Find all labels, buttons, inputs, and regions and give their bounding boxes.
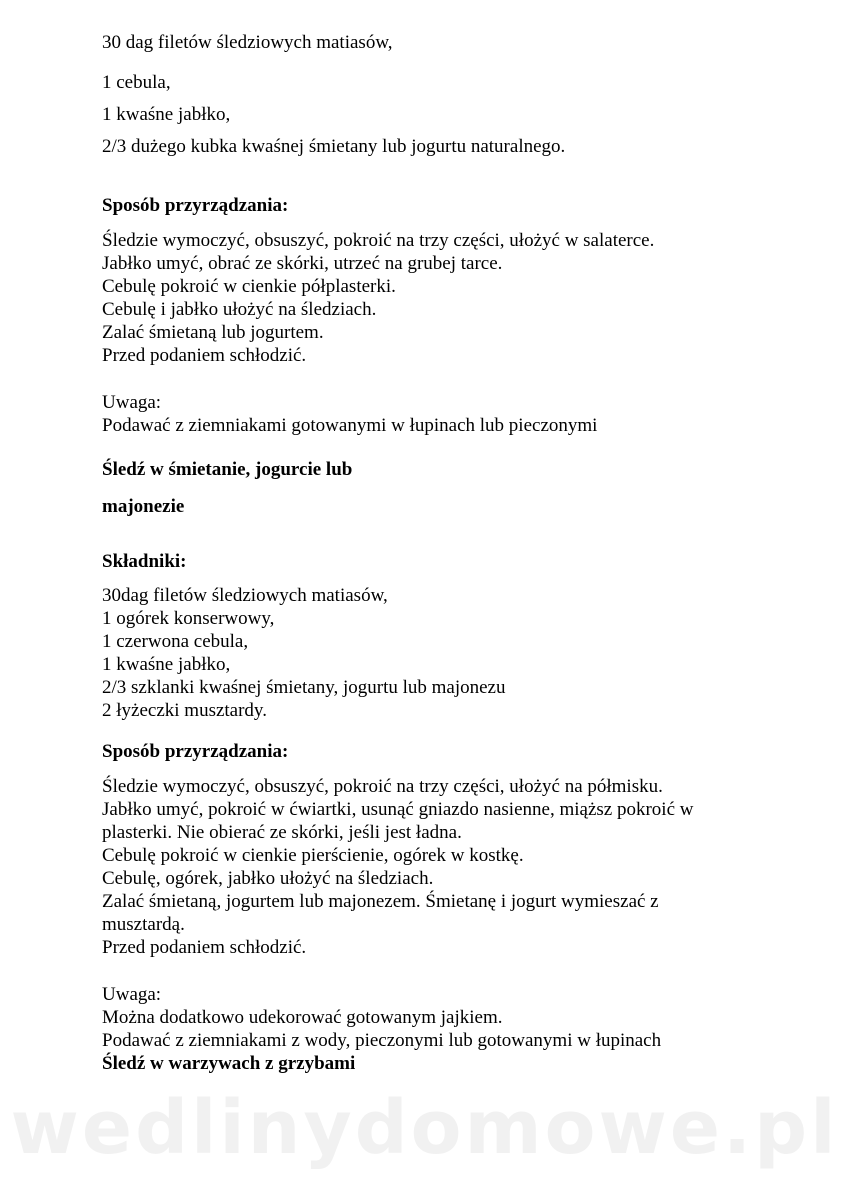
ingredient-line: 2/3 dużego kubka kwaśnej śmietany lub jogurtu naturalnego. — [102, 136, 566, 157]
note-line: Podawać z ziemniakami z wody, pieczonymi lub gotowanymi w łupinach — [102, 1030, 662, 1051]
method-line: Przed podaniem schłodzić. — [102, 937, 307, 958]
method-line: Zalać śmietaną lub jogurtem. — [102, 322, 324, 343]
method-line: Cebulę pokroić w cienkie pierścienie, ogórek w kostkę. — [102, 845, 524, 866]
method-line: Jabłko umyć, pokroić w ćwiartki, usunąć gniazdo nasienne, miąższ pokroić w — [102, 799, 694, 820]
note-line: Podawać z ziemniakami gotowanymi w łupinach lub pieczonymi — [102, 415, 598, 436]
method-line: Cebulę, ogórek, jabłko ułożyć na śledziach. — [102, 868, 434, 889]
method-line: Cebulę pokroić w cienkie półplasterki. — [102, 276, 396, 297]
method-line: Cebulę i jabłko ułożyć na śledziach. — [102, 299, 377, 320]
recipe-title: Śledź w warzywach z grzybami — [102, 1053, 356, 1074]
recipe-title: Śledź w śmietanie, jogurcie lub — [102, 459, 353, 480]
ingredient-line: 1 kwaśne jabłko, — [102, 104, 231, 125]
method-heading: Sposób przyrządzania: — [102, 195, 289, 216]
ingredients-heading: Składniki: — [102, 551, 187, 572]
note-label: Uwaga: — [102, 984, 162, 1005]
ingredient-line: 30dag filetów śledziowych matiasów, — [102, 585, 388, 606]
ingredient-line: 2 łyżeczki musztardy. — [102, 700, 267, 721]
ingredient-line: 30 dag filetów śledziowych matiasów, — [102, 32, 393, 53]
note-line: Można dodatkowo udekorować gotowanym jajkiem. — [102, 1007, 503, 1028]
ingredient-line: 1 ogórek konserwowy, — [102, 608, 275, 629]
ingredient-line: 1 czerwona cebula, — [102, 631, 249, 652]
method-line: Śledzie wymoczyć, obsuszyć, pokroić na trzy części, ułożyć na półmisku. — [102, 776, 663, 797]
method-line: musztardą. — [102, 914, 185, 935]
ingredient-line: 1 cebula, — [102, 72, 171, 93]
recipe-title: majonezie — [102, 496, 185, 517]
method-line: Jabłko umyć, obrać ze skórki, utrzeć na grubej tarce. — [102, 253, 503, 274]
watermark: wedlinydomowe.pl — [10, 1085, 839, 1171]
ingredient-line: 1 kwaśne jabłko, — [102, 654, 231, 675]
method-line: Zalać śmietaną, jogurtem lub majonezem. Śmietanę i jogurt wymieszać z — [102, 891, 659, 912]
note-label: Uwaga: — [102, 392, 162, 413]
method-line: Śledzie wymoczyć, obsuszyć, pokroić na trzy części, ułożyć w salaterce. — [102, 230, 655, 251]
method-heading: Sposób przyrządzania: — [102, 741, 289, 762]
ingredient-line: 2/3 szklanki kwaśnej śmietany, jogurtu lub majonezu — [102, 677, 506, 698]
method-line: plasterki. Nie obierać ze skórki, jeśli jest ładna. — [102, 822, 462, 843]
method-line: Przed podaniem schłodzić. — [102, 345, 307, 366]
